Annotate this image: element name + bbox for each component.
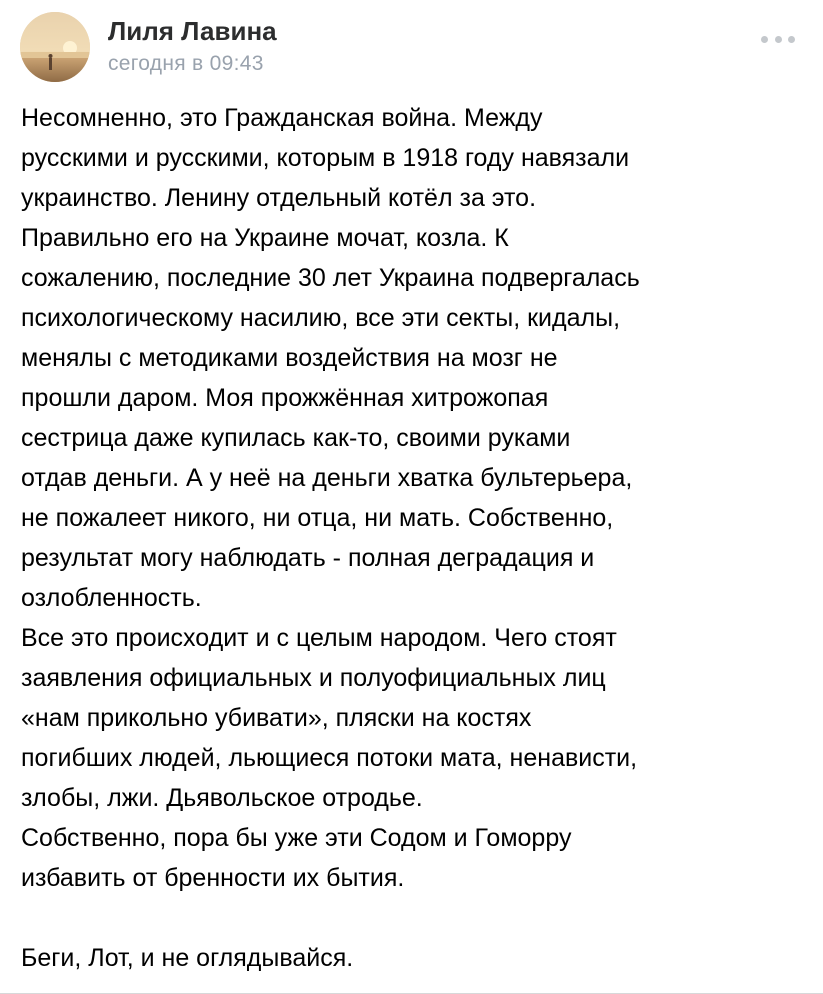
sunset-beach-avatar-icon [20, 12, 90, 82]
more-horizontal-icon[interactable] [761, 32, 795, 46]
dot [775, 36, 782, 43]
post-text-line: Беги, Лот, и не оглядывайся. [21, 944, 354, 972]
post-text-line: злобы, лжи. Дьявольское отродье. [21, 784, 423, 812]
post-text [21, 98, 811, 978]
post-text-line: украинство. Ленину отдельный котёл за это. [21, 184, 537, 212]
post-text-line: озлобленность. [21, 584, 202, 612]
post-text-line: результат могу наблюдать - полная деградация и [21, 544, 595, 572]
author-name[interactable]: Лиля Лавина [108, 16, 277, 46]
post-text-line: Правильно его на Украине мочат, козла. К [21, 224, 509, 252]
post-time[interactable]: сегодня в 09:43 [108, 52, 264, 75]
post-text-line: Все это происходит и с целым народом. Чего стоят [21, 624, 617, 652]
post-text-line: сожалению, последние 30 лет Украина подвергалась [21, 264, 640, 292]
blank-line [21, 898, 811, 938]
post-text-line: избавить от бренности их бытия. [21, 864, 405, 892]
post-text-line: прошли даром. Моя прожжённая хитрожопая [21, 384, 549, 412]
post-text-line: погибших людей, льющиеся потоки мата, ненависти, [21, 744, 638, 772]
post-text-line: менялы с методиками воздействия на мозг не [21, 344, 558, 372]
post-text-line: Несомненно, это Гражданская война. Между [21, 104, 543, 132]
post-header [20, 10, 803, 80]
dot [761, 36, 768, 43]
post-text-line: психологическому насилию, все эти секты, кидалы, [21, 304, 621, 332]
post-text-line: «нам прикольно убивати», пляски на костях [21, 704, 532, 732]
post-text-line: русскими и русскими, которым в 1918 году навязали [21, 144, 630, 172]
post-text-line: сестрица даже купилась как-то, своими руками [21, 424, 571, 452]
post-text-line: отдав деньги. А у неё на деньги хватка бультерьера, [21, 464, 633, 492]
dot [788, 36, 795, 43]
avatar[interactable] [20, 12, 90, 82]
post-text-line: Собственно, пора бы уже эти Содом и Гоморру [21, 824, 572, 852]
post-text-line: заявления официальных и полуофициальных лиц [21, 664, 606, 692]
post-text-line: не пожалеет никого, ни отца, ни мать. Собственно, [21, 504, 614, 532]
